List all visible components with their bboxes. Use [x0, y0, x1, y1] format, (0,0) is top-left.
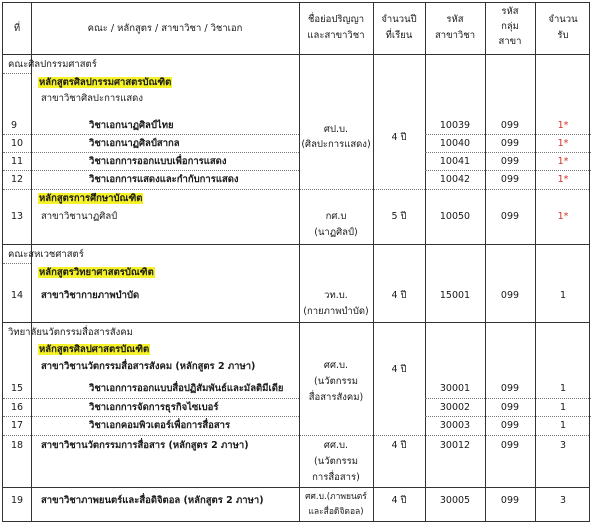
header-years-2: ที่เรียน	[385, 30, 413, 41]
row-divider	[3, 398, 299, 399]
major-code: 30005	[439, 495, 471, 506]
row-number: 17	[11, 420, 24, 431]
major-name: วิชาเอกคอมพิวเตอร์เพื่อการสื่อสาร	[89, 420, 231, 431]
header-years-1: จำนวนปี	[381, 14, 417, 25]
degree-abbr: ศศ.บ.	[323, 440, 349, 451]
row-divider	[3, 189, 589, 190]
header-code-2: สาขาวิชา	[434, 30, 476, 41]
header-program: คณะ / หลักสูตร / สาขาวิชา / วิชาเอก	[87, 23, 243, 34]
major-name: วิชาเอกนาฏศิลป์ไทย	[89, 120, 174, 131]
major-name: วิชาเอกการแสดงและกำกับการแสดง	[89, 174, 239, 185]
degree-abbr: ศป.บ.	[323, 124, 349, 135]
row-number: 18	[11, 440, 24, 451]
group-code: 099	[500, 120, 520, 131]
row-number: 12	[11, 174, 24, 185]
header-no: ที่	[13, 23, 21, 34]
major-code: 30012	[439, 440, 471, 451]
quota: 1	[559, 402, 567, 413]
study-years: 4 ปี	[391, 495, 407, 506]
row-divider	[425, 170, 591, 171]
major-name: วิชาเอกการออกแบบเพื่อการแสดง	[89, 156, 227, 167]
quota: 1*	[557, 156, 569, 167]
row-divider	[3, 263, 31, 264]
degree-field: (นาฏศิลป์)	[314, 227, 358, 238]
study-years: 4 ปี	[391, 132, 407, 143]
group-code: 099	[500, 495, 520, 506]
group-code: 099	[500, 420, 520, 431]
row-divider	[3, 416, 299, 417]
major-code: 10050	[439, 211, 471, 222]
row-number: 19	[11, 495, 24, 506]
study-years: 4 ปี	[391, 290, 407, 301]
quota: 1	[559, 290, 567, 301]
programs-table	[2, 2, 590, 522]
field-title: สาขาวิชานวัตกรรมสื่อสารสังคม (หลักสูตร 2 ภาษา)	[41, 361, 256, 372]
quota: 1	[559, 420, 567, 431]
major-code: 10042	[439, 174, 471, 185]
degree-abbr: ศศ.บ.(ภาพยนตร์	[305, 492, 367, 502]
quota: 1*	[557, 211, 569, 222]
major-code: 30001	[439, 383, 471, 394]
major-code: 30003	[439, 420, 471, 431]
major-name: วิชาเอกการจัดการธุรกิจไซเบอร์	[89, 402, 219, 413]
header-divider	[3, 54, 589, 55]
group-code: 099	[500, 440, 520, 451]
row-divider	[425, 152, 591, 153]
row-divider	[425, 134, 591, 135]
header-qty-1: จำนวน	[548, 14, 578, 25]
quota: 1*	[557, 138, 569, 149]
quota: 1	[559, 383, 567, 394]
degree-abbr: กศ.บ	[325, 211, 347, 222]
row-number: 13	[11, 211, 24, 222]
section-divider	[3, 244, 589, 245]
degree-field: (กายภาพบำบัด)	[303, 306, 369, 317]
group-code: 099	[500, 174, 520, 185]
header-group-2: กลุ่ม	[501, 21, 519, 32]
program-title: หลักสูตรวิทยาศาสตรบัณฑิต	[39, 267, 154, 278]
row-divider	[3, 170, 299, 171]
row-number: 14	[11, 290, 24, 301]
header-degree-2: และสาขาวิชา	[307, 30, 365, 41]
program-title: หลักสูตรการศึกษาบัณฑิต	[39, 193, 143, 204]
group-code: 099	[500, 402, 520, 413]
program-title: หลักสูตรศิลปกรรมศาสตรบัณฑิต	[39, 77, 172, 88]
faculty-title: คณะสหเวชศาสตร์	[8, 249, 84, 260]
header-qty-2: รับ	[557, 30, 569, 41]
faculty-title: คณะศิลปกรรมศาสตร์	[8, 59, 97, 70]
field-name: สาขาวิชานาฏศิลป์	[41, 211, 118, 222]
major-name: วิชาเอกการออกแบบสื่อปฏิสัมพันธ์และมัลติมีเดีย	[89, 383, 284, 394]
field-name: สาขาวิชาภาพยนตร์และสื่อดิจิตอล (หลักสูตร 2 ภาษา)	[41, 495, 264, 506]
major-code: 30002	[439, 402, 471, 413]
degree-field: สื่อสารสังคม)	[308, 392, 364, 403]
degree-field: และสื่อดิจิตอล)	[308, 507, 364, 517]
row-divider	[425, 416, 591, 417]
header-group-3: สาขา	[498, 36, 522, 47]
major-code: 10039	[439, 120, 471, 131]
study-years: 5 ปี	[391, 211, 407, 222]
group-code: 099	[500, 156, 520, 167]
row-divider	[3, 435, 589, 436]
field-name: สาขาวิชากายภาพบำบัด	[41, 290, 140, 301]
col-divider	[31, 3, 32, 521]
group-code: 099	[500, 290, 520, 301]
quota: 1*	[557, 174, 569, 185]
major-code: 10040	[439, 138, 471, 149]
group-code: 099	[500, 211, 520, 222]
degree-abbr: ศศ.บ.	[323, 360, 349, 371]
row-divider	[3, 134, 299, 135]
section-divider	[3, 322, 589, 323]
quota: 3	[559, 495, 567, 506]
quota: 3	[559, 440, 567, 451]
program-title: หลักสูตรศิลปศาสตรบัณฑิต	[39, 344, 150, 355]
degree-field: การสื่อสาร)	[312, 472, 360, 483]
study-years: 4 ปี	[391, 440, 407, 451]
row-number: 15	[11, 383, 24, 394]
major-code: 10041	[439, 156, 471, 167]
group-code: 099	[500, 138, 520, 149]
degree-field: (นวัตกรรม	[314, 456, 358, 467]
degree-field: (ศิลปะการแสดง)	[301, 139, 371, 150]
row-number: 16	[11, 402, 24, 413]
field-name: สาขาวิชานวัตกรรมการสื่อสาร (หลักสูตร 2 ภาษา)	[41, 440, 249, 451]
header-code-1: รหัส	[446, 14, 464, 25]
study-years: 4 ปี	[391, 364, 407, 375]
row-number: 9	[11, 120, 18, 131]
degree-field: (นวัตกรรม	[314, 376, 358, 387]
row-number: 11	[11, 156, 24, 167]
degree-abbr: วท.บ.	[324, 290, 348, 301]
major-code: 15001	[439, 290, 471, 301]
row-divider	[3, 152, 299, 153]
row-divider	[3, 487, 589, 488]
group-code: 099	[500, 383, 520, 394]
quota: 1*	[557, 120, 569, 131]
row-number: 10	[11, 138, 24, 149]
header-group-1: รหัส	[501, 6, 519, 17]
field-title: สาขาวิชาศิลปะการแสดง	[41, 93, 143, 104]
row-divider	[425, 398, 591, 399]
header-degree-1: ชื่อย่อปริญญา	[307, 14, 365, 25]
major-name: วิชาเอกนาฏศิลป์สากล	[89, 138, 180, 149]
row-divider	[3, 73, 31, 74]
faculty-title: วิทยาลัยนวัตกรรมสื่อสารสังคม	[8, 327, 133, 338]
